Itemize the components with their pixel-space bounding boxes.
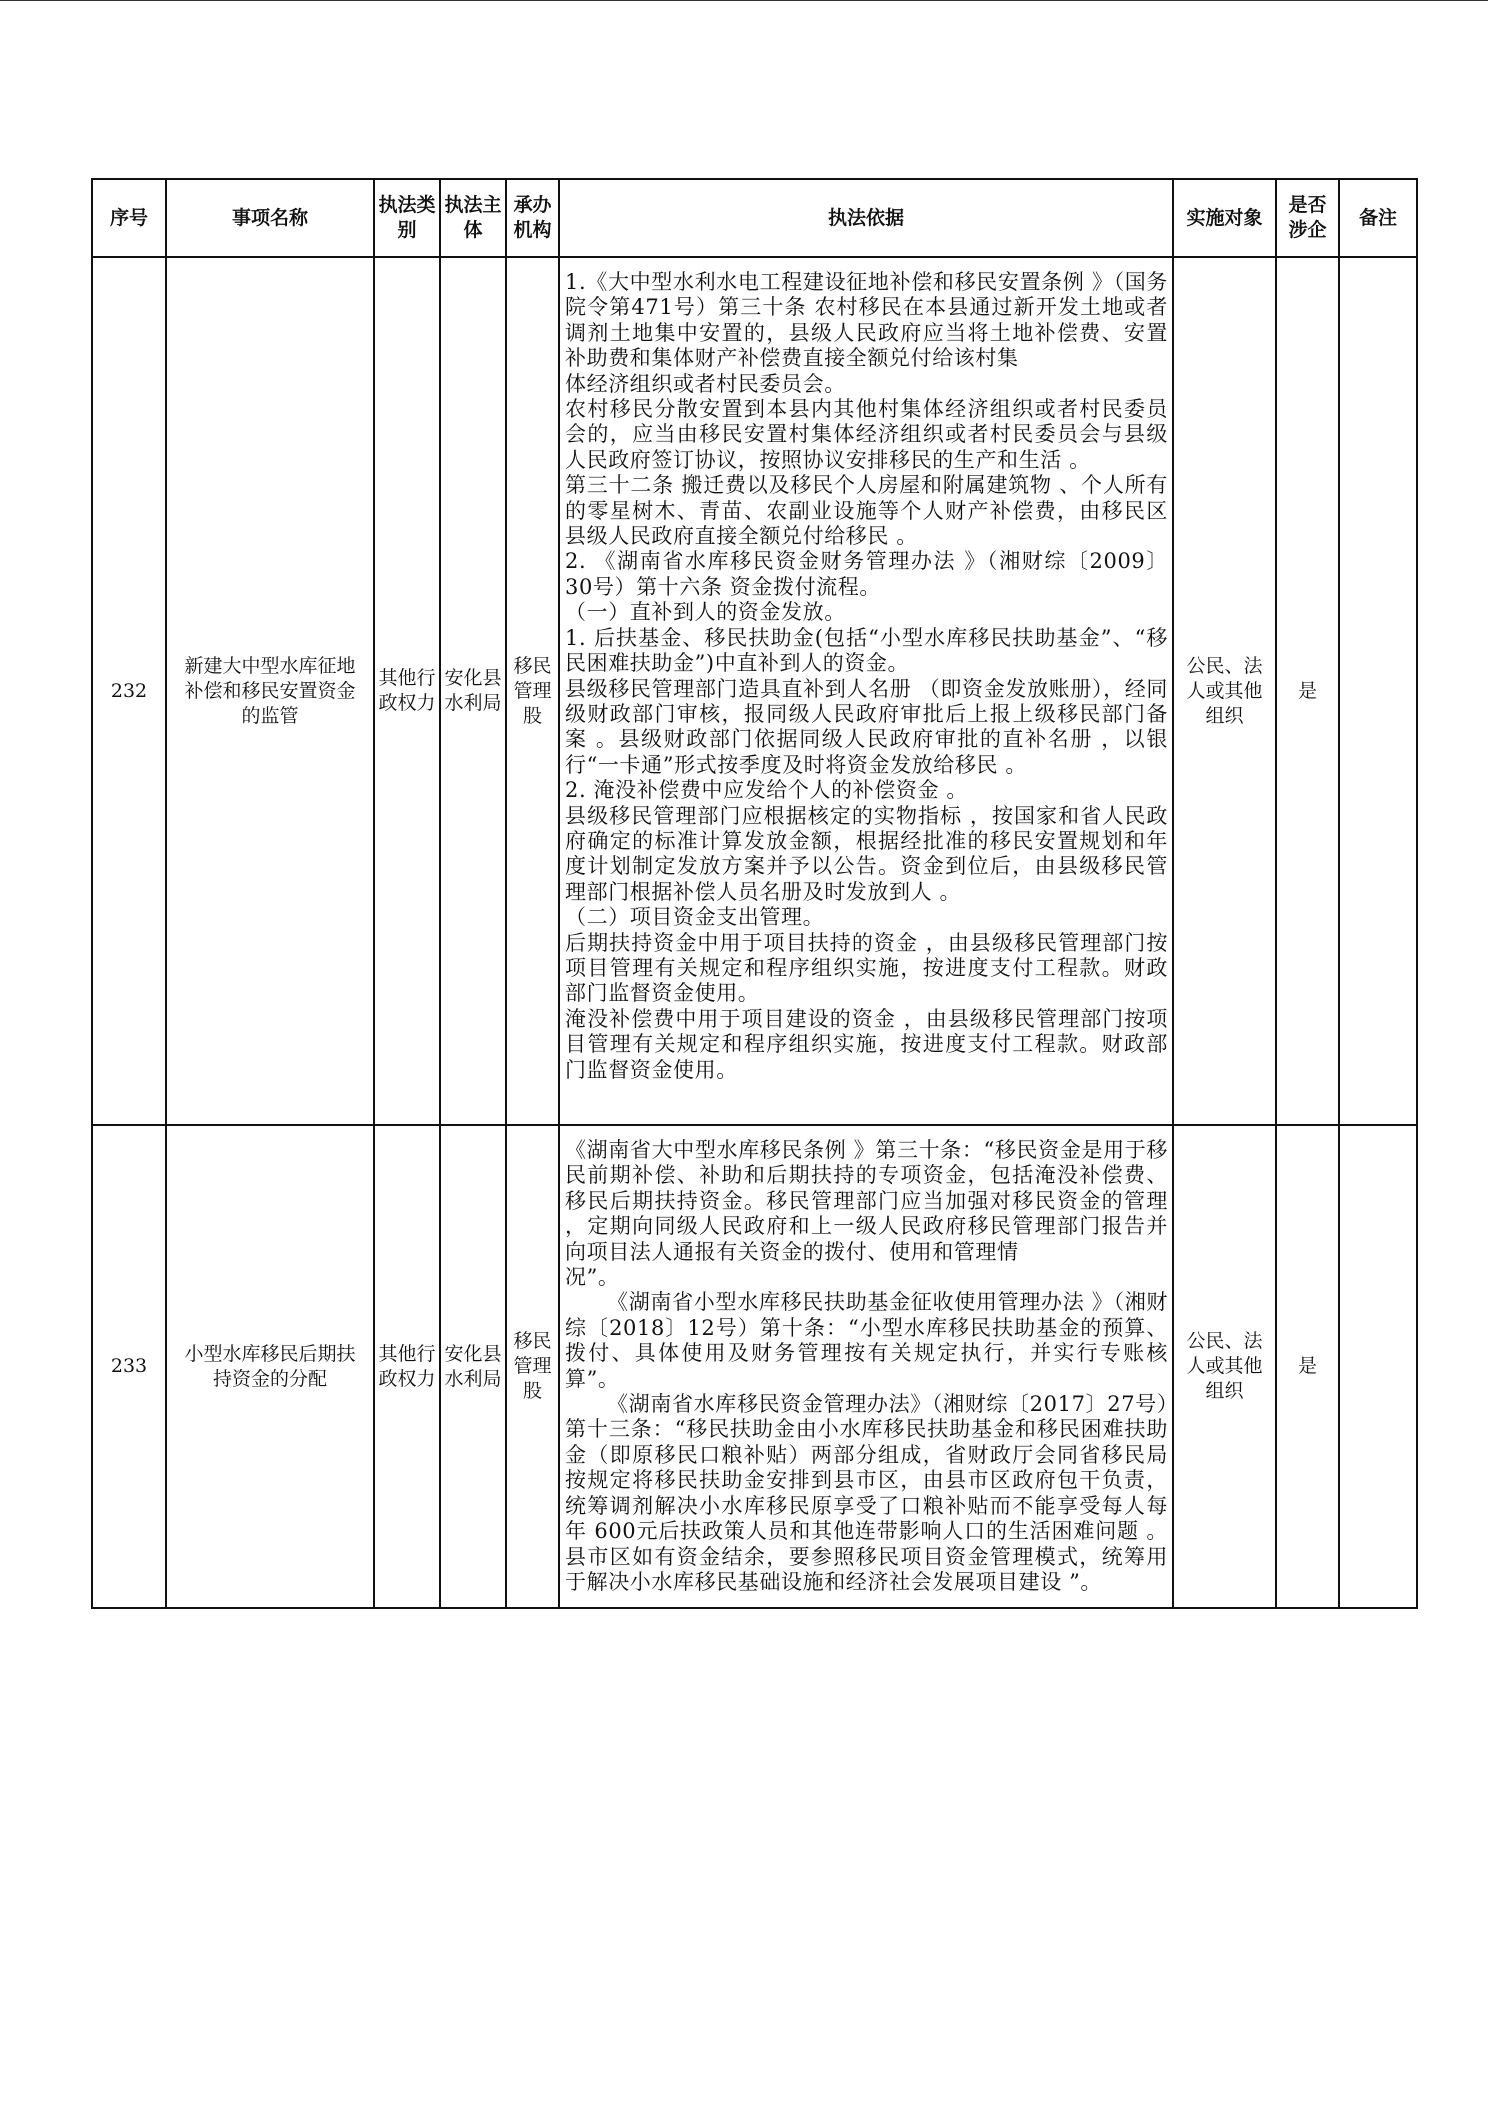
cell-basis	[559, 257, 1173, 1125]
law-enforcement-table	[91, 178, 1418, 1609]
table-header-row	[92, 179, 1417, 257]
basis-paragraph: 2. 淹没补偿费中应发给个人的补偿资金 。	[565, 778, 968, 803]
basis-paragraph: 县级移民管理部门应根据核定的实物指标 ，按国家和省人民政府确定的标准计算发放金额，根据经批准的移民安置规划和年度计划制定发放方案并予以公告。资金到位后，由县级移民管理部门根据补偿人员名册及时发放到人 。	[565, 803, 1168, 904]
cell-org: 移民管理股	[506, 1125, 559, 1608]
cell-subject: 安化县水利局	[440, 257, 506, 1125]
cell-remark	[1339, 257, 1417, 1125]
basis-paragraph: 《湖南省大中型水库移民条例 》第三十条：“移民资金是用于移民前期补偿、补助和后期扶持的专项资金，包括淹没补偿费、移民后期扶持资金。移民管理部门应当加强对移民资金的管理 ，定期向同级人民政府和上一级人民政府移民管理部门报告并向项目法人通报有关资金的拨付、使用和管理情	[565, 1138, 1168, 1264]
header-org: 承办机构	[506, 179, 559, 257]
cell-name: 新建大中型水库征地补偿和移民安置资金的监管	[166, 257, 374, 1125]
basis-paragraph: 淹没补偿费中用于项目建设的资金 ，由县级移民管理部门按项目管理有关规定和程序组织实施，按进度支付工程款。财政部门监督资金使用。	[565, 1006, 1168, 1082]
basis-paragraph: 1. 后扶基金、移民扶助金(包括“小型水库移民扶助基金”、“移民困难扶助金”)中直补到人的资金。	[565, 625, 1168, 676]
basis-paragraph: 《湖南省水库移民资金管理办法》（湘财综〔2017〕27号）第十三条：“移民扶助金由小水库移民扶助基金和移民困难扶助金（即原移民口粮补贴）两部分组成，省财政厅会同省移民局按规定将移民扶助金安排到县市区，由县市区政府包干负责，统筹调剂解决小水库移民原享受了口粮补贴而不能享受每人每年 600元后扶政策人员和其他连带影响人口的生活困难问题 。县市区如有资金结余，要参照移民项目资金管理模式，统筹用于解决小水库移民基础设施和经济社会发展项目建设 ”。	[565, 1392, 1168, 1594]
cell-enterprise: 是	[1276, 257, 1339, 1125]
basis-paragraph: 《湖南省小型水库移民扶助基金征收使用管理办法 》（湘财综〔2018〕12号）第十条：“小型水库移民扶助基金的预算、拨付、具体使用及财务管理按有关规定执行，并实行专账核算”。	[565, 1290, 1168, 1391]
basis-paragraph: 1.《大中型水利水电工程建设征地补偿和移民安置条例 》（国务院令第471号）第三十条 农村移民在本县通过新开发土地或者调剂土地集中安置的，县级人民政府应当将土地补偿费、安置补助费和集体财产补偿费直接全额兑付给该村集	[565, 270, 1168, 371]
cell-category: 其他行政权力	[374, 257, 440, 1125]
page-top-border	[0, 0, 1488, 1]
header-enterprise: 是否涉企	[1276, 179, 1339, 257]
basis-paragraph: 县级移民管理部门造具直补到人名册 （即资金发放账册），经同级财政部门审核，报同级人民政府审批后上报上级移民部门备案 。县级财政部门依据同级人民政府审批的直补名册 ，以银行“一卡通”形式按季度及时将资金发放给移民 。	[565, 676, 1168, 777]
header-name: 事项名称	[166, 179, 374, 257]
basis-paragraph: 2. 《湖南省水库移民资金财务管理办法 》（湘财综〔2009〕30号）第十六条 资金拨付流程。	[565, 549, 1168, 599]
header-subject: 执法主体	[440, 179, 506, 257]
cell-no: 232	[92, 257, 166, 1125]
cell-remark	[1339, 1125, 1417, 1608]
cell-subject: 安化县水利局	[440, 1125, 506, 1608]
basis-paragraph: 体经济组织或者村民委员会。	[565, 371, 846, 396]
header-remark: 备注	[1339, 179, 1417, 257]
cell-target: 公民、法人或其他组织	[1173, 257, 1276, 1125]
cell-basis	[559, 1125, 1173, 1608]
basis-paragraph: 后期扶持资金中用于项目扶持的资金 ，由县级移民管理部门按项目管理有关规定和程序组织实施，按进度支付工程款。财政部门监督资金使用。	[565, 930, 1168, 1006]
header-no: 序号	[92, 179, 166, 257]
cell-category: 其他行政权力	[374, 1125, 440, 1608]
header-basis: 执法依据	[559, 179, 1173, 257]
cell-no: 233	[92, 1125, 166, 1608]
basis-paragraph: 农村移民分散安置到本县内其他村集体经济组织或者村民委员会的，应当由移民安置村集体经济组织或者村民委员会与县级人民政府签订协议，按照协议安排移民的生产和生活 。	[565, 397, 1168, 472]
basis-paragraph: 况”。	[565, 1265, 620, 1290]
header-category: 执法类别	[374, 179, 440, 257]
cell-target: 公民、法人或其他组织	[1173, 1125, 1276, 1608]
table-row	[92, 257, 1417, 1125]
basis-paragraph: 第三十二条 搬迁费以及移民个人房屋和附属建筑物 、个人所有的零星树木、青苗、农副业设施等个人财产补偿费，由移民区县级人民政府直接全额兑付给移民 。	[565, 473, 1168, 549]
table-row	[92, 1125, 1417, 1608]
cell-name: 小型水库移民后期扶持资金的分配	[166, 1125, 374, 1608]
cell-org: 移民管理股	[506, 257, 559, 1125]
header-target: 实施对象	[1173, 179, 1276, 257]
basis-paragraph: （二）项目资金支出管理。	[565, 905, 825, 930]
basis-paragraph: （一）直补到人的资金发放。	[565, 600, 846, 625]
cell-enterprise: 是	[1276, 1125, 1339, 1608]
